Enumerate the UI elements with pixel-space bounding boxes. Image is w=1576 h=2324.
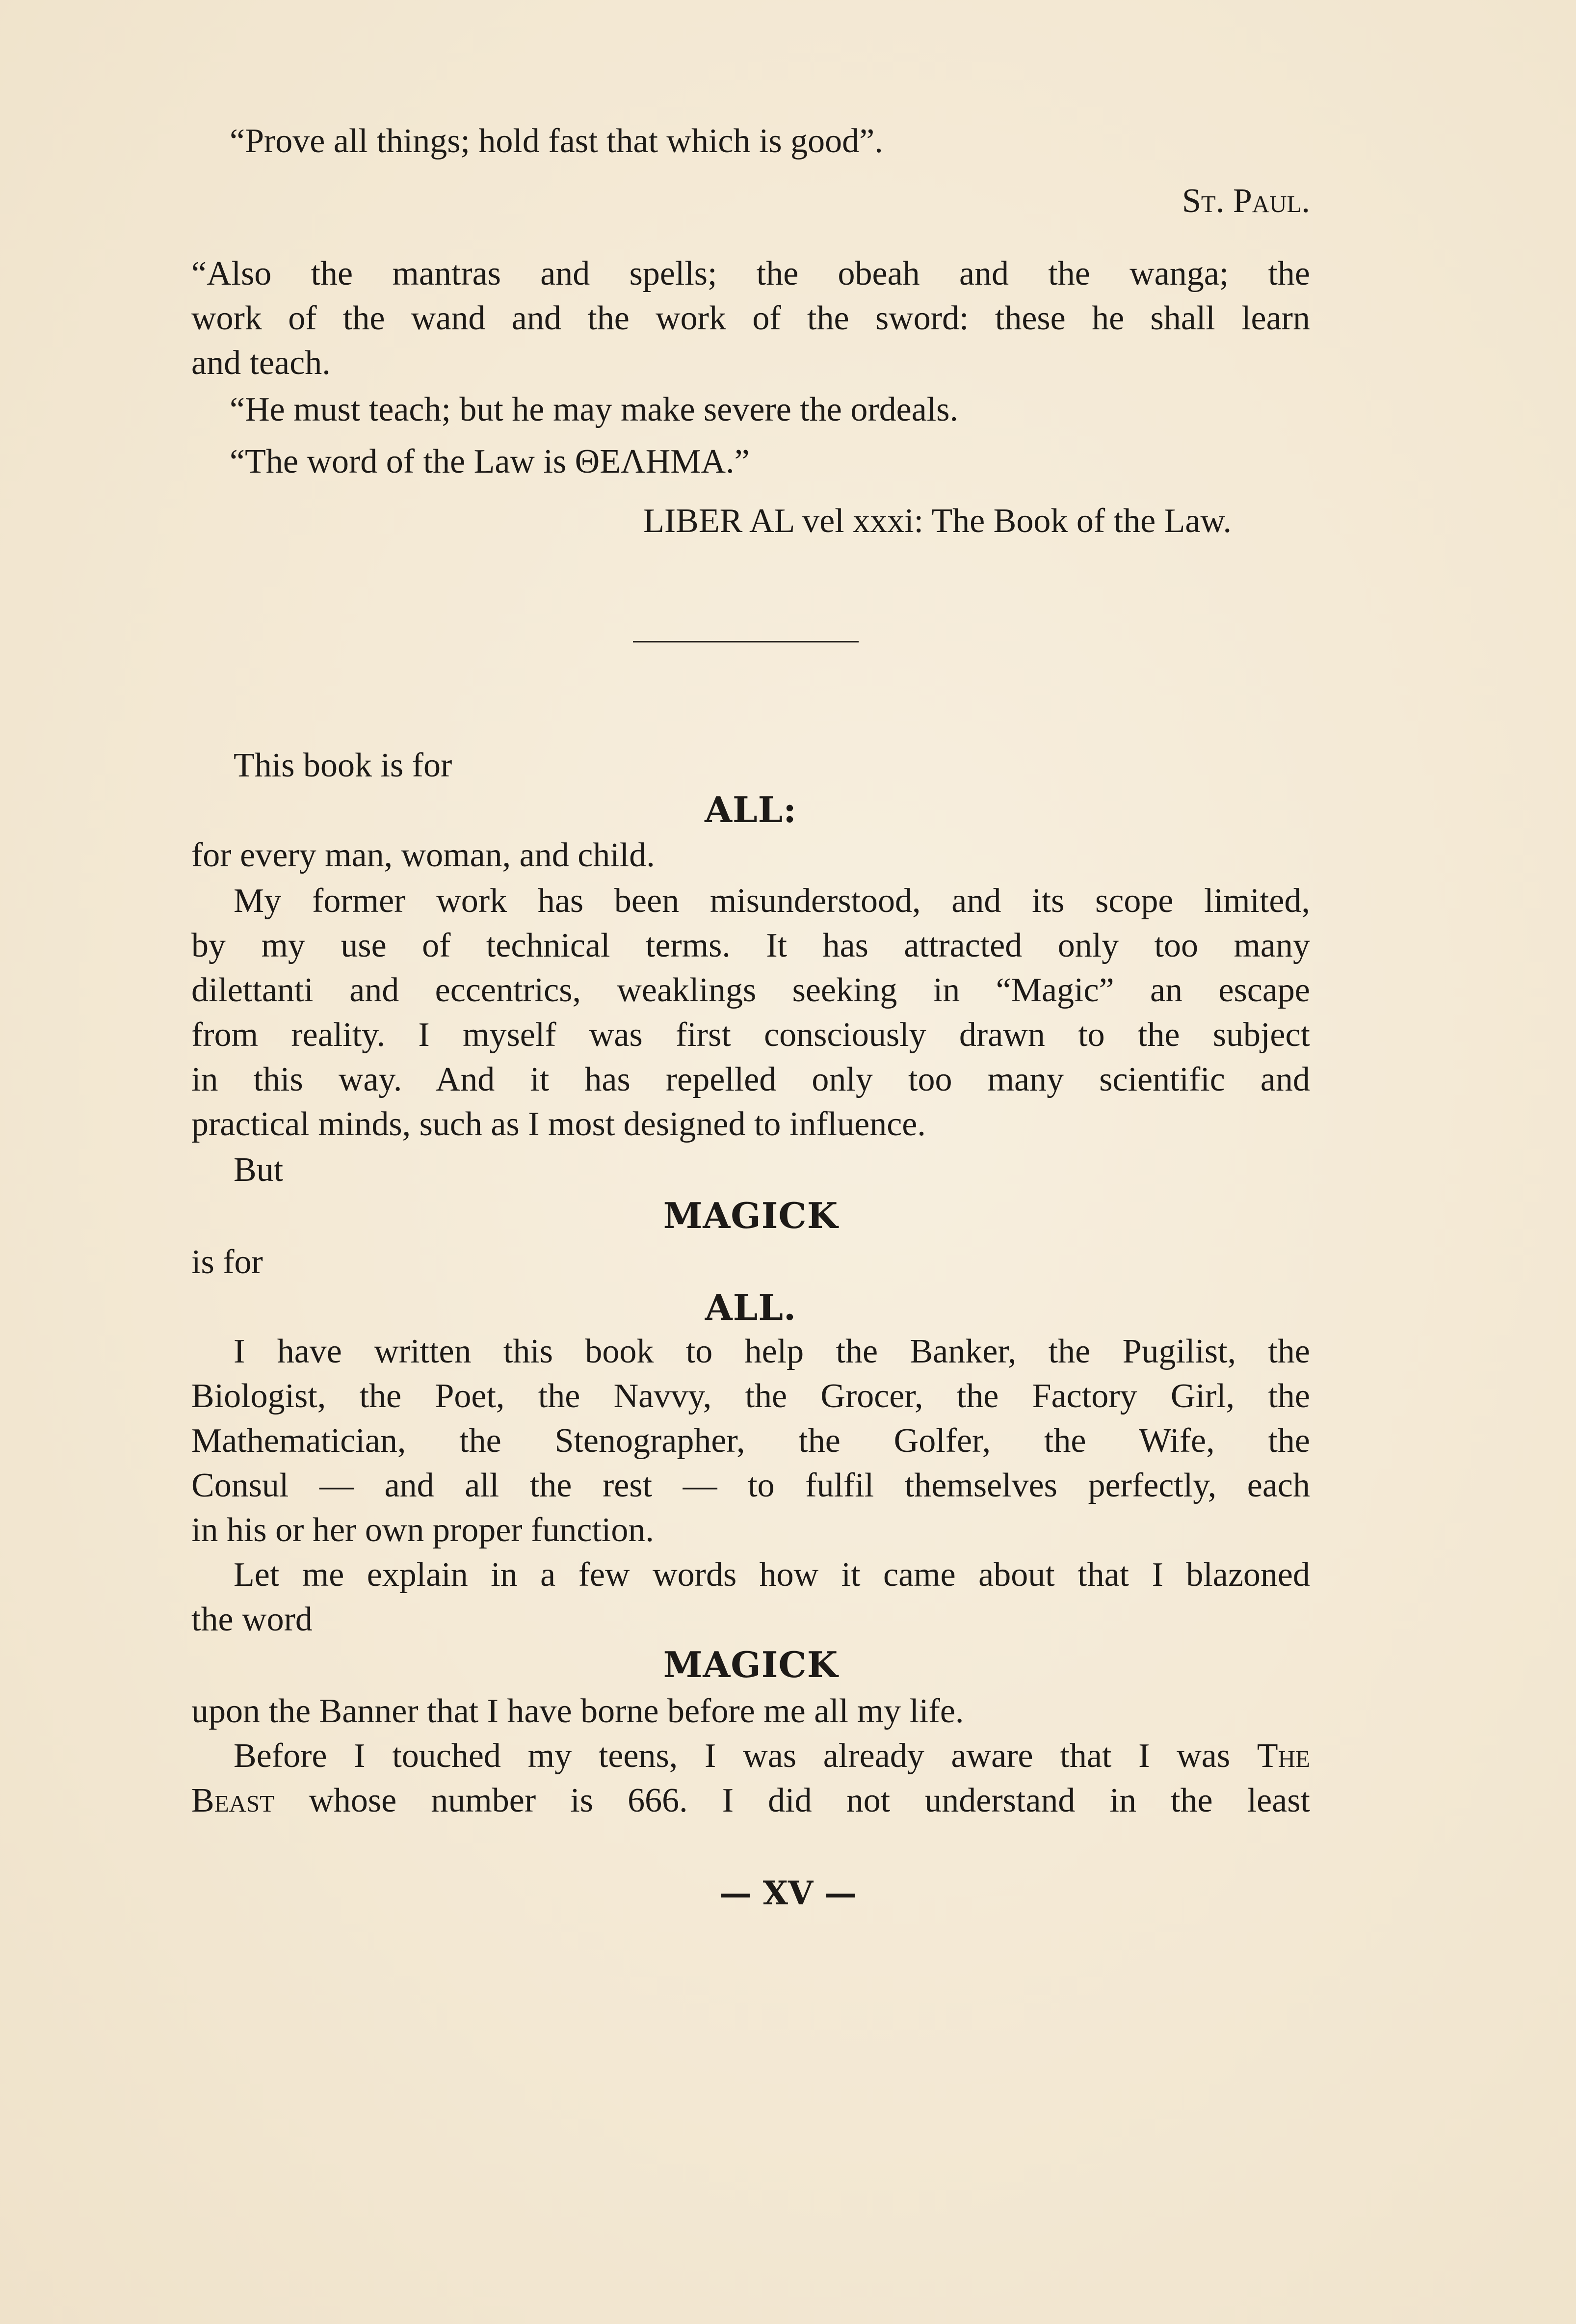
paragraph-1-line-1: My former work has been misunderstood, and its scope limited,	[234, 882, 1310, 920]
line-every-man: for every man, woman, and child.	[191, 836, 655, 874]
paragraph-1-line-2: by my use of technical terms. It has attracted only too many	[191, 927, 1310, 964]
is-for-line: is for	[191, 1243, 263, 1281]
heading-magick-1: MAGICK	[663, 1195, 839, 1236]
paragraph-5-line-1	[234, 1734, 1310, 1778]
heading-magick-2: MAGICK	[663, 1644, 839, 1685]
beast-small-caps: Beast	[191, 1782, 275, 1819]
epigraph-law-line-3: and teach.	[191, 344, 331, 382]
epigraph-law-line-5: “The word of the Law is ΘΕΛΗΜΑ.”	[230, 443, 750, 481]
paragraph-2-line-5: in his or her own proper function.	[191, 1511, 654, 1549]
paragraph-4-line-1: upon the Banner that I have borne before me all my life.	[191, 1692, 964, 1730]
paragraph-1-line-3: dilettanti and eccentrics, weaklings seeking in “Magic” an escape	[191, 971, 1310, 1009]
paragraph-3-line-2: the word	[191, 1601, 313, 1638]
paragraph-1-line-4: from reality. I myself was first consciously drawn to the subject	[191, 1016, 1310, 1054]
paragraph-5-line-2	[191, 1778, 1310, 1823]
paragraph-5-line-2-text: whose number is 666. I did not understand in the least	[309, 1782, 1311, 1819]
paragraph-2-line-3: Mathematician, the Stenographer, the Golfer, the Wife, the	[191, 1422, 1310, 1460]
paragraph-1-line-5: in this way. And it has repelled only too many scientific and	[191, 1061, 1310, 1098]
epigraph-law-line-4: “He must teach; but he may make severe the ordeals.	[230, 391, 958, 428]
section-divider-rule	[633, 641, 859, 642]
paragraph-1-line-6: practical minds, such as I most designed to influence.	[191, 1105, 926, 1143]
the-small-caps: The	[1257, 1737, 1310, 1775]
epigraph-prove-attribution: St. Paul.	[1182, 182, 1310, 220]
paragraph-3-line-1: Let me explain in a few words how it came about that I blazoned	[234, 1556, 1310, 1594]
paragraph-2-line-4: Consul — and all the rest — to fulfil themselves perfectly, each	[191, 1467, 1310, 1504]
but-line: But	[234, 1151, 284, 1189]
epigraph-law-attribution: LIBER AL vel xxxi: The Book of the Law.	[643, 502, 1232, 540]
epigraph-law-line-1: “Also the mantras and spells; the obeah and the wanga; the	[191, 255, 1310, 293]
paragraph-2-line-1: I have written this book to help the Banker, the Pugilist, the	[234, 1333, 1310, 1370]
heading-all-colon: ALL:	[705, 789, 797, 830]
epigraph-prove-quote: “Prove all things; hold fast that which is good”.	[230, 122, 883, 160]
epigraph-law-line-2: work of the wand and the work of the sword: these he shall learn	[191, 299, 1310, 337]
page-number: — XV —	[719, 1874, 857, 1912]
intro-line: This book is for	[234, 747, 452, 784]
paragraph-2-line-2: Biologist, the Poet, the Navvy, the Grocer, the Factory Girl, the	[191, 1377, 1310, 1415]
heading-all-dot: ALL.	[705, 1286, 797, 1328]
paragraph-5-line-1-text: Before I touched my teens, I was already aware that I was	[234, 1737, 1231, 1775]
